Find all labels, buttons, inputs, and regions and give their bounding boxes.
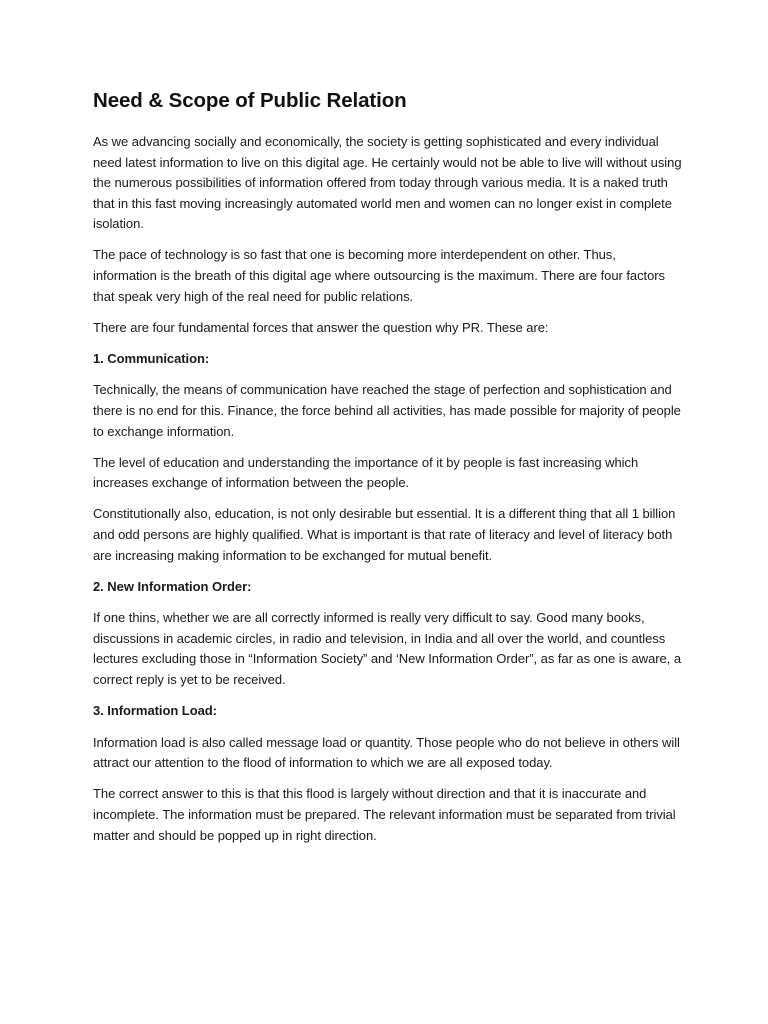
section-heading-communication: 1. Communication:	[93, 350, 210, 366]
section-paragraph: The level of education and understanding the importance of it by people is fast increasing which increases exchange of information between the people.	[93, 454, 639, 491]
section-heading-new-information-order: 2. New Information Order:	[93, 578, 252, 594]
section-paragraph: Information load is also called message load or quantity. Those people who do not believe in others will attract our attention to the flood of information to which we are all exposed today.	[93, 734, 680, 771]
document-title: Need & Scope of Public Relation	[93, 89, 407, 112]
section-paragraph: If one thins, whether we are all correctly informed is really very difficult to say. Good many books, discussions in academic circles, in radio and television, in India and all over the world, and countless lectures excluding those in “Information Society” and ‘New Information Order”, as far as one is aware, a correct reply is yet to be received.	[93, 610, 682, 688]
intro-paragraph: The pace of technology is so fast that one is becoming more interdependent on other. Thus, information is the breath of this digital age where outsourcing is the maximum. There are four factors that speak very high of the real need for public relations.	[93, 247, 665, 304]
section-heading-information-load: 3. Information Load:	[93, 703, 217, 719]
document-page	[93, 86, 683, 857]
section-paragraph: The correct answer to this is that this flood is largely without direction and that it is inaccurate and incomplete. The information must be prepared. The relevant information must be separated from trivial matter and should be popped up in right direction.	[93, 786, 676, 843]
intro-paragraph: There are four fundamental forces that answer the question why PR. These are:	[93, 319, 549, 335]
section-paragraph: Technically, the means of communication have reached the stage of perfection and sophistication and there is no end for this. Finance, the force behind all activities, has made possible for majority of people to exchange information.	[93, 382, 681, 439]
intro-paragraph: As we advancing socially and economically, the society is getting sophisticated and every individual need latest information to live on this digital age. He certainly would not be able to live will without using the numerous possibilities of information offered from today through various media. It is a naked truth that in this fast moving increasingly automated world men and women can no longer exist in complete isolation.	[93, 134, 682, 232]
section-paragraph: Constitutionally also, education, is not only desirable but essential. It is a different thing that all 1 billion and odd persons are highly qualified. What is important is that rate of literacy and level of literacy both are increasing making information to be exchanged for mutual benefit.	[93, 506, 676, 563]
